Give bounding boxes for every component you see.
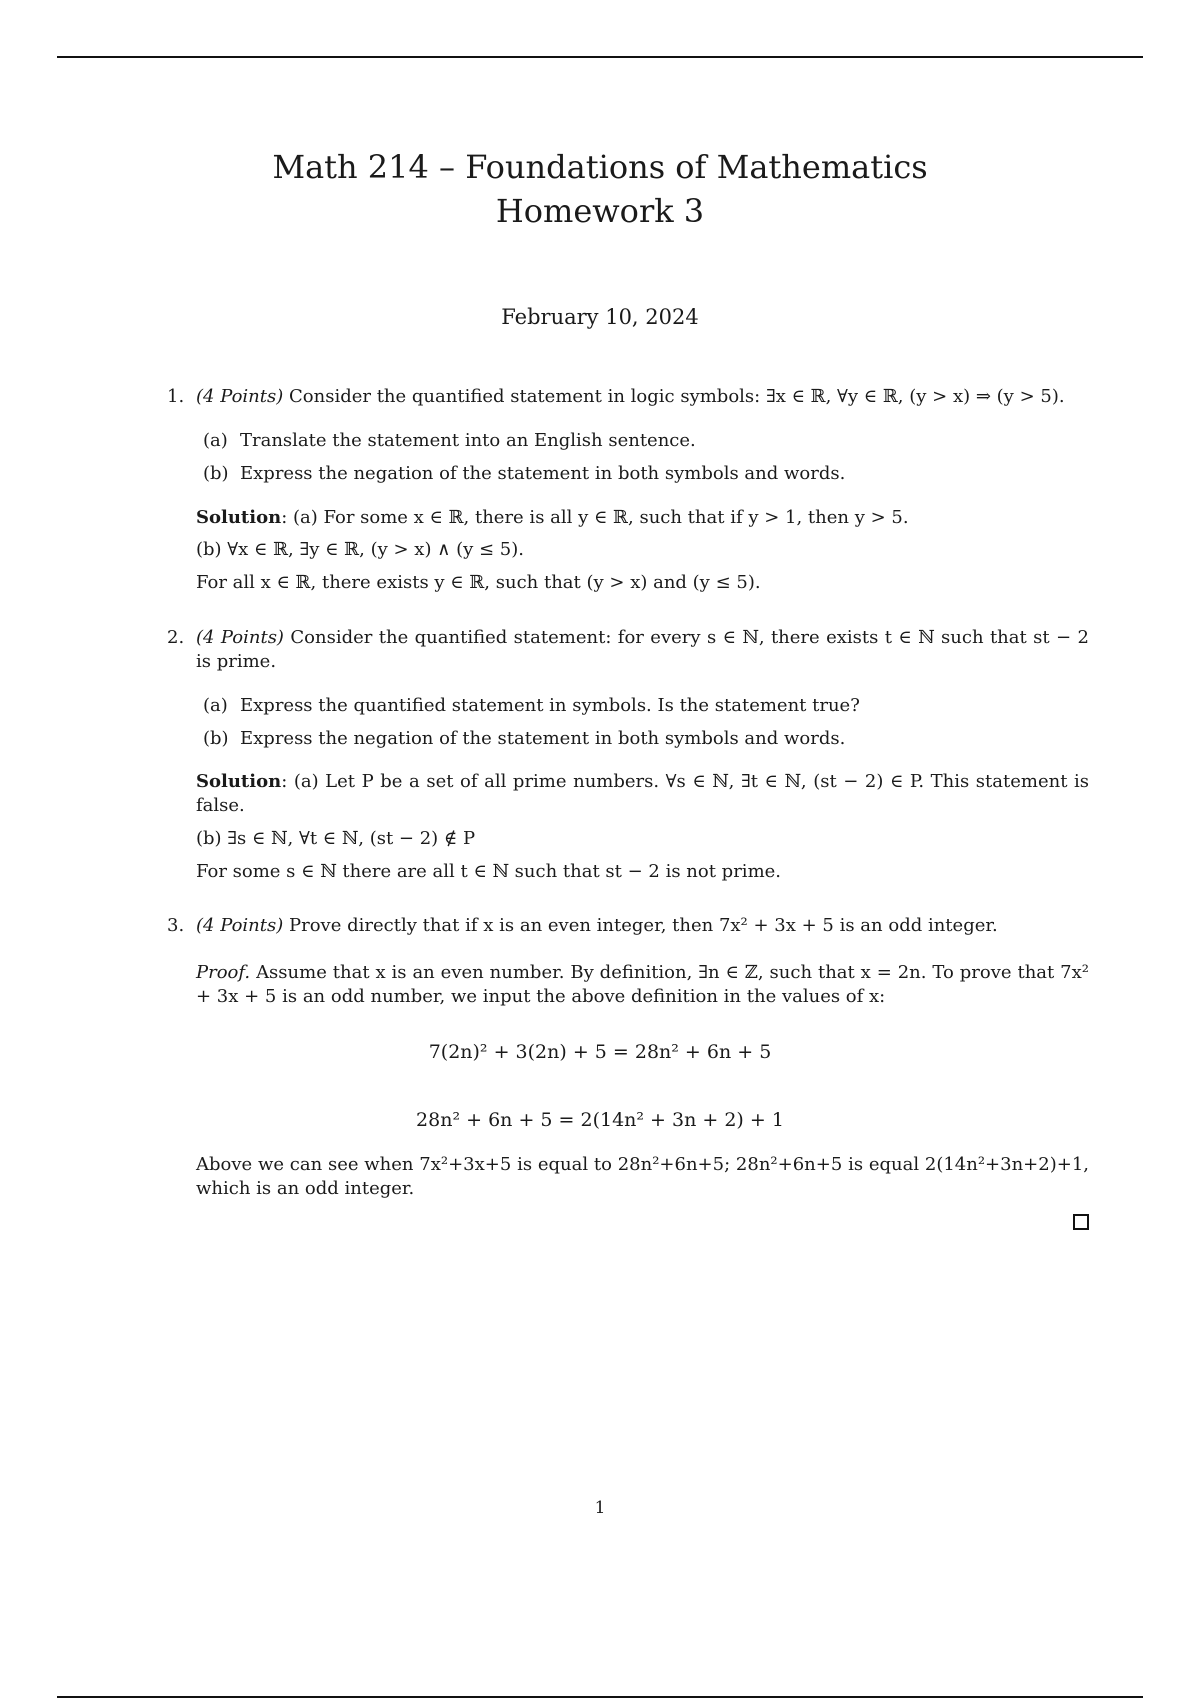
q2-solution-a bbox=[196, 770, 1089, 818]
title-line-1: Math 214 – Foundations of Mathematics bbox=[272, 148, 928, 186]
page-number: 1 bbox=[594, 1498, 606, 1518]
q2-solution-b: (b) ∃s ∈ ℕ, ∀t ∈ ℕ, (st − 2) ∉ P bbox=[196, 828, 476, 849]
top-rule bbox=[57, 56, 1143, 58]
q1-solution-a bbox=[196, 506, 909, 530]
q2-solution-c: For some s ∈ ℕ there are all t ∈ ℕ such that st − 2 is not prime. bbox=[196, 861, 782, 882]
q1-number: 1. bbox=[167, 386, 185, 407]
q1-text: Consider the quantified statement in logic symbols: ∃x ∈ ℝ, ∀y ∈ ℝ, (y > x) ⇒ (y > 5). bbox=[289, 386, 1065, 407]
q3-equation-1: 7(2n)² + 3(2n) + 5 = 28n² + 6n + 5 bbox=[428, 1041, 772, 1063]
q3-proof-label: Proof. bbox=[196, 962, 251, 983]
q1-points: (4 Points) bbox=[196, 386, 284, 407]
q2-part-b-label: (b) bbox=[203, 728, 229, 749]
q2-text: Consider the quantified statement: for every s ∈ ℕ, there exists t ∈ ℕ such that st − 2 is prime. bbox=[196, 627, 1089, 672]
q2-solution-label: Solution bbox=[196, 771, 282, 792]
q2-statement bbox=[196, 626, 1089, 674]
q1-solution-b: (b) ∀x ∈ ℝ, ∃y ∈ ℝ, (y > x) ∧ (y ≤ 5). bbox=[196, 539, 524, 560]
q2-solution-a-text: : (a) Let P be a set of all prime numbers. ∀s ∈ ℕ, ∃t ∈ ℕ, (st − 2) ∈ P. This statement is false. bbox=[196, 771, 1089, 816]
document-date: February 10, 2024 bbox=[501, 305, 699, 329]
q2-part-a-label: (a) bbox=[203, 695, 228, 716]
bottom-rule bbox=[57, 1696, 1143, 1698]
q1-part-a-text: Translate the statement into an English sentence. bbox=[240, 430, 696, 451]
q1-solution-label: Solution bbox=[196, 507, 282, 528]
q3-statement bbox=[196, 914, 998, 938]
q3-conclusion: Above we can see when 7x²+3x+5 is equal to 28n²+6n+5; 28n²+6n+5 is equal 2(14n²+3n+2)+1, which is an odd integer. bbox=[196, 1154, 1089, 1199]
q3-points: (4 Points) bbox=[196, 915, 284, 936]
q3-proof bbox=[196, 961, 1089, 1009]
q3-number: 3. bbox=[167, 915, 185, 936]
document-title bbox=[0, 145, 1200, 233]
q2-points: (4 Points) bbox=[196, 627, 284, 648]
title-line-2: Homework 3 bbox=[495, 192, 705, 230]
q1-solution-a-text: : (a) For some x ∈ ℝ, there is all y ∈ ℝ, such that if y > 1, then y > 5. bbox=[281, 507, 909, 528]
q2-part-a-text: Express the quantified statement in symbols. Is the statement true? bbox=[240, 695, 860, 716]
q1-part-a-label: (a) bbox=[203, 430, 228, 451]
q1-part-b-text: Express the negation of the statement in both symbols and words. bbox=[240, 463, 846, 484]
qed-square-icon bbox=[1073, 1214, 1089, 1230]
q3-text: Prove directly that if x is an even integer, then 7x² + 3x + 5 is an odd integer. bbox=[289, 915, 998, 936]
q3-equation-2: 28n² + 6n + 5 = 2(14n² + 3n + 2) + 1 bbox=[416, 1109, 784, 1131]
q1-part-b-label: (b) bbox=[203, 463, 229, 484]
q2-number: 2. bbox=[167, 627, 185, 648]
q3-proof-text: Assume that x is an even number. By definition, ∃n ∈ ℤ, such that x = 2n. To prove that 7x² + 3x + 5 is an odd number, we input the above definition in the values of x: bbox=[196, 962, 1089, 1007]
q1-solution-c: For all x ∈ ℝ, there exists y ∈ ℝ, such that (y > x) and (y ≤ 5). bbox=[196, 572, 761, 593]
q1-statement bbox=[196, 385, 1065, 409]
q2-part-b-text: Express the negation of the statement in both symbols and words. bbox=[240, 728, 846, 749]
